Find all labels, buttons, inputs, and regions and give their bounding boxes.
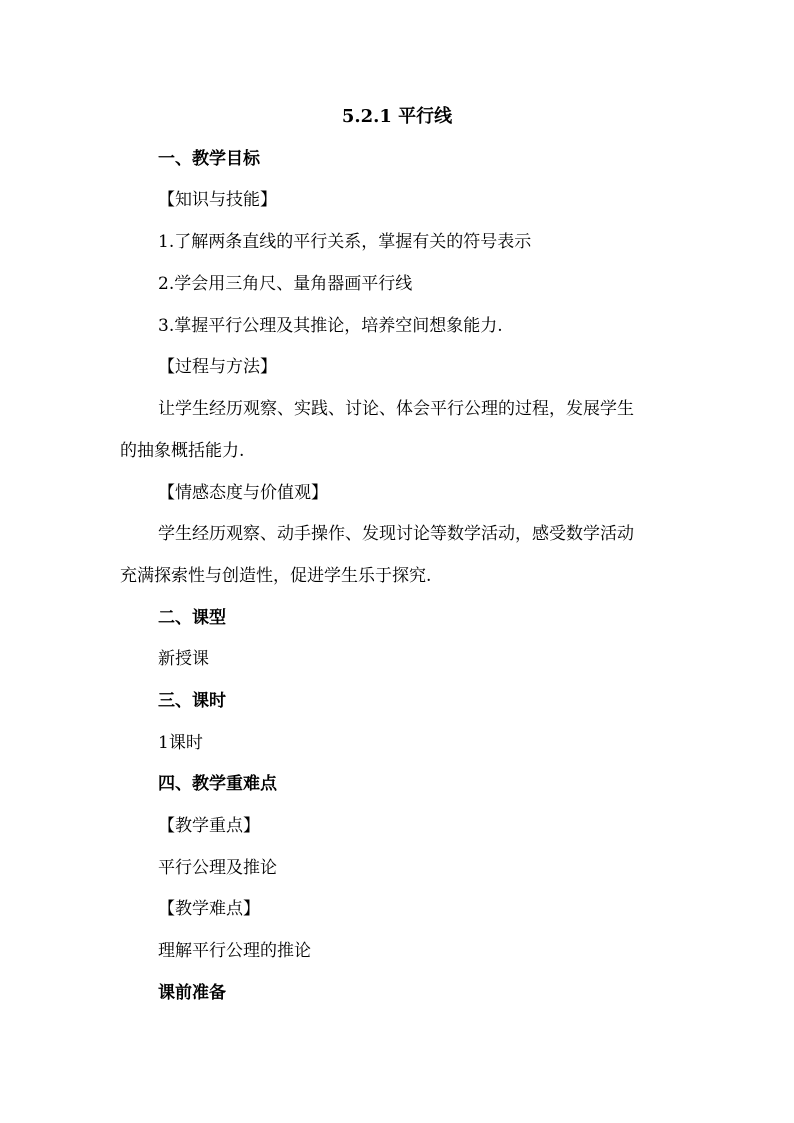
section-heading-key-points: 四、教学重难点 xyxy=(158,774,277,794)
knowledge-item-1: 1.了解两条直线的平行关系，掌握有关的符号表示 xyxy=(158,232,532,252)
section-heading-lesson-type: 二、课型 xyxy=(158,608,226,628)
subheading-knowledge: 【知识与技能】 xyxy=(158,190,277,210)
emotion-text-line2: 充满探索性与创造性，促进学生乐于探究. xyxy=(120,566,432,586)
document-title: 5.2.1 平行线 xyxy=(341,106,453,127)
knowledge-item-2: 2.学会用三角尺、量角器画平行线 xyxy=(158,274,413,294)
subheading-difficult: 【教学难点】 xyxy=(158,899,260,919)
subheading-emotion: 【情感态度与价值观】 xyxy=(158,483,328,503)
section-heading-class-hours: 三、课时 xyxy=(158,691,226,711)
key-text: 平行公理及推论 xyxy=(158,858,277,878)
section-heading-objectives: 一、教学目标 xyxy=(158,149,260,169)
difficult-text: 理解平行公理的推论 xyxy=(158,941,311,961)
process-text-line1: 让学生经历观察、实践、讨论、体会平行公理的过程，发展学生 xyxy=(158,399,634,419)
process-text-line2: 的抽象概括能力. xyxy=(120,441,245,461)
prep-heading: 课前准备 xyxy=(158,983,226,1003)
subheading-key: 【教学重点】 xyxy=(158,816,260,836)
knowledge-item-3: 3.掌握平行公理及其推论，培养空间想象能力. xyxy=(158,316,503,336)
lesson-type-text: 新授课 xyxy=(158,649,209,669)
class-hours-text: 1课时 xyxy=(158,733,203,753)
subheading-process: 【过程与方法】 xyxy=(158,357,277,377)
emotion-text-line1: 学生经历观察、动手操作、发现讨论等数学活动，感受数学活动 xyxy=(158,524,634,544)
